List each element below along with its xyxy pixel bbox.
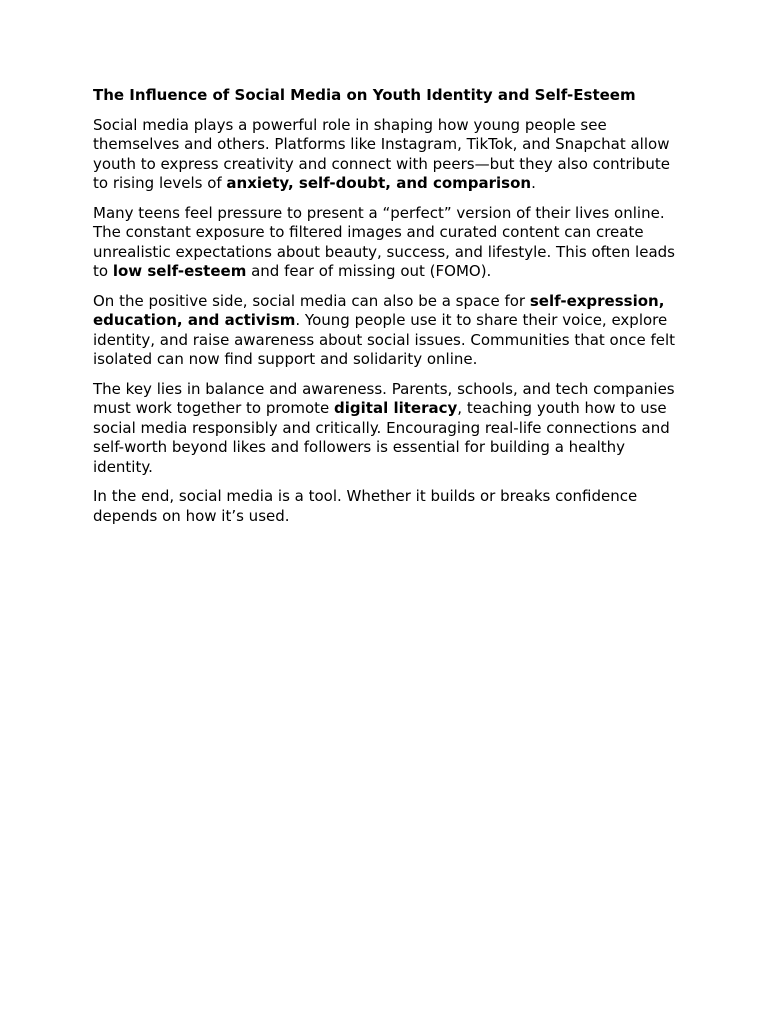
paragraph-4-text-end: , teaching youth how to use social media responsibly and critically. Encouraging real-life connections and self-worth beyond likes and followers is essential for building a healthy identity.	[93, 399, 670, 476]
paragraph-1-text: Social media plays a powerful role in shaping how young people see themselves and others. Platforms like Instagram, TikTok, and Snapchat allow youth to express creativity and connect with peers—but they also contribute to rising levels of	[93, 115, 670, 192]
paragraph-3-text-end: . Young people use it to share their voice, explore identity, and raise awareness about social issues. Communities that once felt isolated can now find support and solidarity online.	[93, 311, 676, 368]
paragraph-4-bold: digital literacy	[334, 399, 458, 417]
paragraph-1	[93, 116, 678, 194]
paragraph-3-bold: self-expression, education, and activism	[93, 291, 665, 329]
paragraph-2-text-end: and fear of missing out (FOMO).	[246, 262, 492, 280]
paragraph-2-bold: low self-esteem	[112, 262, 247, 280]
document-body	[93, 86, 678, 536]
paragraph-4	[93, 380, 678, 478]
paragraph-5-text: In the end, social media is a tool. Whether it builds or breaks confidence depends on how it’s used.	[93, 487, 638, 525]
paragraph-2-text: Many teens feel pressure to present a “perfect” version of their lives online. The constant exposure to filtered images and curated content can create unrealistic expectations about beauty, success, and lifestyle. This often leads to	[93, 203, 675, 280]
paragraph-4-text: The key lies in balance and awareness. Parents, schools, and tech companies must work together to promote	[93, 379, 675, 417]
paragraph-1-bold: anxiety, self-doubt, and comparison	[226, 174, 532, 192]
paragraph-1-text-end: .	[531, 174, 536, 192]
paragraph-2	[93, 204, 678, 282]
paragraph-3-text: On the positive side, social media can also be a space for	[93, 291, 530, 310]
paragraph-3	[93, 292, 678, 370]
paragraph-5	[93, 487, 678, 526]
document-title: The Influence of Social Media on Youth Identity and Self-Esteem	[93, 86, 636, 104]
